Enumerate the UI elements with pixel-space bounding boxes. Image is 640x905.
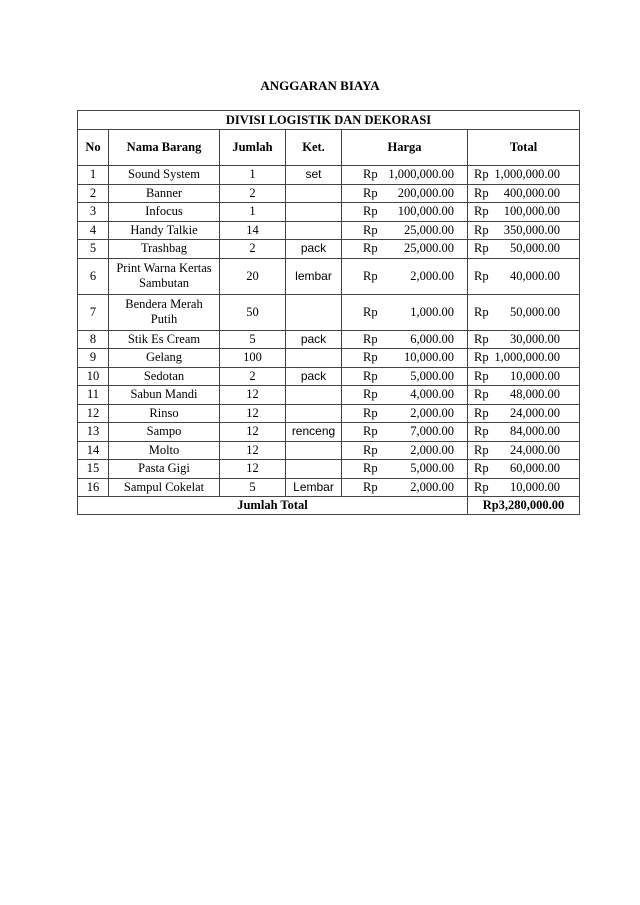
total-amount: 10,000.00 [510, 479, 561, 494]
cell-item: Trashbag [109, 240, 220, 259]
header-total: Total [468, 130, 580, 166]
total-amount: 10,000.00 [510, 368, 561, 383]
cell-note [286, 294, 342, 330]
table-row [78, 258, 580, 294]
cell-item: Infocus [109, 203, 220, 222]
cell-item: Gelang [109, 349, 220, 368]
price-amount: 5,000.00 [410, 461, 454, 476]
cell-item: Banner [109, 184, 220, 203]
column-header-row [78, 130, 580, 166]
currency-label: Rp [474, 442, 489, 457]
table-row [78, 386, 580, 405]
budget-table [77, 110, 580, 515]
cell-no: 13 [78, 423, 109, 442]
currency-label: Rp [474, 241, 489, 256]
cell-no: 1 [78, 166, 109, 185]
cell-total [468, 478, 580, 497]
currency-label: Rp [474, 304, 489, 319]
table-row [78, 294, 580, 330]
currency-label: Rp [474, 405, 489, 420]
currency-label: Rp [363, 268, 378, 283]
table-row [78, 240, 580, 259]
currency-label: Rp [363, 350, 378, 365]
cell-item: Rinso [109, 404, 220, 423]
price-amount: 2,000.00 [410, 442, 454, 457]
header-no: No [78, 130, 109, 166]
price-amount: 25,000.00 [404, 241, 454, 256]
cell-price [342, 221, 468, 240]
cell-price [342, 441, 468, 460]
table-row [78, 423, 580, 442]
total-amount: 1,000,000.00 [494, 167, 561, 182]
cell-note: renceng [286, 423, 342, 442]
cell-total [468, 240, 580, 259]
cell-no: 14 [78, 441, 109, 460]
currency-label: Rp [474, 479, 489, 494]
cell-price [342, 258, 468, 294]
currency-label: Rp [474, 268, 489, 283]
cell-total [468, 460, 580, 479]
cell-total [468, 441, 580, 460]
cell-no: 10 [78, 367, 109, 386]
table-row [78, 367, 580, 386]
cell-note: lembar [286, 258, 342, 294]
currency-label: Rp [363, 368, 378, 383]
total-row [78, 497, 580, 515]
cell-total [468, 386, 580, 405]
cell-item: Sound System [109, 166, 220, 185]
currency-label: Rp [363, 442, 378, 457]
total-amount: 50,000.00 [510, 304, 561, 319]
cell-no: 9 [78, 349, 109, 368]
currency-label: Rp [363, 185, 378, 200]
cell-item: Bendera Merah Putih [109, 294, 220, 330]
section-header-row [78, 111, 580, 130]
cell-qty: 5 [220, 330, 286, 349]
currency-label: Rp [363, 461, 378, 476]
currency-label: Rp [474, 387, 489, 402]
cell-total [468, 423, 580, 442]
currency-label: Rp [363, 167, 378, 182]
total-amount: 50,000.00 [510, 241, 561, 256]
price-amount: 25,000.00 [404, 222, 454, 237]
cell-item: Handy Talkie [109, 221, 220, 240]
total-amount: 100,000.00 [503, 204, 561, 219]
table-row [78, 184, 580, 203]
total-amount: 60,000.00 [510, 461, 561, 476]
cell-note: set [286, 166, 342, 185]
page-title: ANGGARAN BIAYA [260, 78, 380, 93]
currency-label: Rp [363, 241, 378, 256]
cell-note [286, 221, 342, 240]
total-amount: 24,000.00 [510, 442, 561, 457]
table-row [78, 221, 580, 240]
cell-qty: 2 [220, 240, 286, 259]
cell-price [342, 460, 468, 479]
price-amount: 2,000.00 [410, 479, 454, 494]
total-amount: 30,000.00 [510, 331, 561, 346]
cell-note [286, 349, 342, 368]
cell-qty: 12 [220, 423, 286, 442]
cell-price [342, 240, 468, 259]
cell-price [342, 294, 468, 330]
cell-price [342, 404, 468, 423]
price-amount: 6,000.00 [410, 331, 454, 346]
total-amount: 48,000.00 [510, 387, 561, 402]
cell-note: pack [286, 330, 342, 349]
header-price: Harga [342, 130, 468, 166]
total-amount: 400,000.00 [503, 185, 561, 200]
table-row [78, 203, 580, 222]
price-amount: 200,000.00 [397, 185, 454, 200]
cell-qty: 20 [220, 258, 286, 294]
table-row [78, 441, 580, 460]
cell-total [468, 404, 580, 423]
currency-label: Rp [474, 167, 489, 182]
cell-total [468, 166, 580, 185]
cell-no: 15 [78, 460, 109, 479]
cell-total [468, 330, 580, 349]
cell-no: 4 [78, 221, 109, 240]
cell-total [468, 349, 580, 368]
cell-qty: 12 [220, 386, 286, 405]
price-amount: 2,000.00 [410, 405, 454, 420]
total-amount: 350,000.00 [503, 222, 561, 237]
table-body [78, 166, 580, 497]
cell-qty: 12 [220, 404, 286, 423]
currency-label: Rp [474, 185, 489, 200]
cell-item: Sampo [109, 423, 220, 442]
cell-total [468, 184, 580, 203]
header-note: Ket. [286, 130, 342, 166]
total-amount: 84,000.00 [510, 424, 561, 439]
currency-label: Rp [474, 222, 489, 237]
currency-label: Rp [474, 461, 489, 476]
cell-note: Lembar [286, 478, 342, 497]
cell-price [342, 184, 468, 203]
cell-no: 12 [78, 404, 109, 423]
cell-no: 11 [78, 386, 109, 405]
currency-label: Rp [474, 350, 489, 365]
section-title: DIVISI LOGISTIK DAN DEKORASI [78, 111, 580, 130]
cell-no: 5 [78, 240, 109, 259]
cell-note [286, 386, 342, 405]
cell-price [342, 349, 468, 368]
header-qty: Jumlah [220, 130, 286, 166]
table-row [78, 460, 580, 479]
cell-no: 2 [78, 184, 109, 203]
cell-total [468, 367, 580, 386]
total-amount: 40,000.00 [510, 268, 561, 283]
price-amount: 7,000.00 [410, 424, 454, 439]
cell-item: Stik Es Cream [109, 330, 220, 349]
cell-item: Molto [109, 441, 220, 460]
header-item: Nama Barang [109, 130, 220, 166]
cell-qty: 50 [220, 294, 286, 330]
total-label: Jumlah Total [78, 497, 468, 515]
cell-item: Print Warna Kertas Sambutan [109, 258, 220, 294]
cell-note [286, 460, 342, 479]
table-row [78, 349, 580, 368]
price-amount: 5,000.00 [410, 368, 454, 383]
currency-label: Rp [363, 424, 378, 439]
cell-no: 3 [78, 203, 109, 222]
cell-note [286, 404, 342, 423]
cell-no: 7 [78, 294, 109, 330]
table-row [78, 166, 580, 185]
cell-qty: 5 [220, 478, 286, 497]
price-amount: 100,000.00 [397, 204, 454, 219]
price-amount: 1,000,000.00 [388, 167, 454, 182]
cell-total [468, 294, 580, 330]
cell-total [468, 221, 580, 240]
currency-label: Rp [474, 368, 489, 383]
cell-price [342, 423, 468, 442]
cell-qty: 1 [220, 166, 286, 185]
currency-label: Rp [363, 222, 378, 237]
cell-note [286, 203, 342, 222]
price-amount: 10,000.00 [404, 350, 454, 365]
cell-price [342, 330, 468, 349]
cell-note: pack [286, 367, 342, 386]
cell-note [286, 441, 342, 460]
table-row [78, 478, 580, 497]
currency-label: Rp [363, 204, 378, 219]
cell-total [468, 258, 580, 294]
grand-total: Rp3,280,000.00 [468, 497, 580, 515]
cell-no: 6 [78, 258, 109, 294]
currency-label: Rp [474, 204, 489, 219]
cell-qty: 2 [220, 184, 286, 203]
cell-total [468, 203, 580, 222]
currency-label: Rp [363, 387, 378, 402]
currency-label: Rp [363, 304, 378, 319]
price-amount: 2,000.00 [410, 268, 454, 283]
cell-item: Sampul Cokelat [109, 478, 220, 497]
cell-note: pack [286, 240, 342, 259]
cell-price [342, 478, 468, 497]
cell-price [342, 203, 468, 222]
currency-label: Rp [363, 331, 378, 346]
total-amount: 1,000,000.00 [494, 350, 561, 365]
price-amount: 1,000.00 [410, 304, 454, 319]
cell-qty: 2 [220, 367, 286, 386]
price-amount: 4,000.00 [410, 387, 454, 402]
currency-label: Rp [363, 479, 378, 494]
cell-qty: 100 [220, 349, 286, 368]
cell-price [342, 166, 468, 185]
cell-item: Sabun Mandi [109, 386, 220, 405]
cell-no: 8 [78, 330, 109, 349]
cell-price [342, 367, 468, 386]
cell-note [286, 184, 342, 203]
cell-qty: 1 [220, 203, 286, 222]
table-row [78, 330, 580, 349]
cell-no: 16 [78, 478, 109, 497]
cell-item: Sedotan [109, 367, 220, 386]
cell-qty: 12 [220, 441, 286, 460]
cell-qty: 14 [220, 221, 286, 240]
cell-item: Pasta Gigi [109, 460, 220, 479]
currency-label: Rp [474, 424, 489, 439]
cell-qty: 12 [220, 460, 286, 479]
currency-label: Rp [474, 331, 489, 346]
cell-price [342, 386, 468, 405]
table-row [78, 404, 580, 423]
currency-label: Rp [363, 405, 378, 420]
total-amount: 24,000.00 [510, 405, 561, 420]
